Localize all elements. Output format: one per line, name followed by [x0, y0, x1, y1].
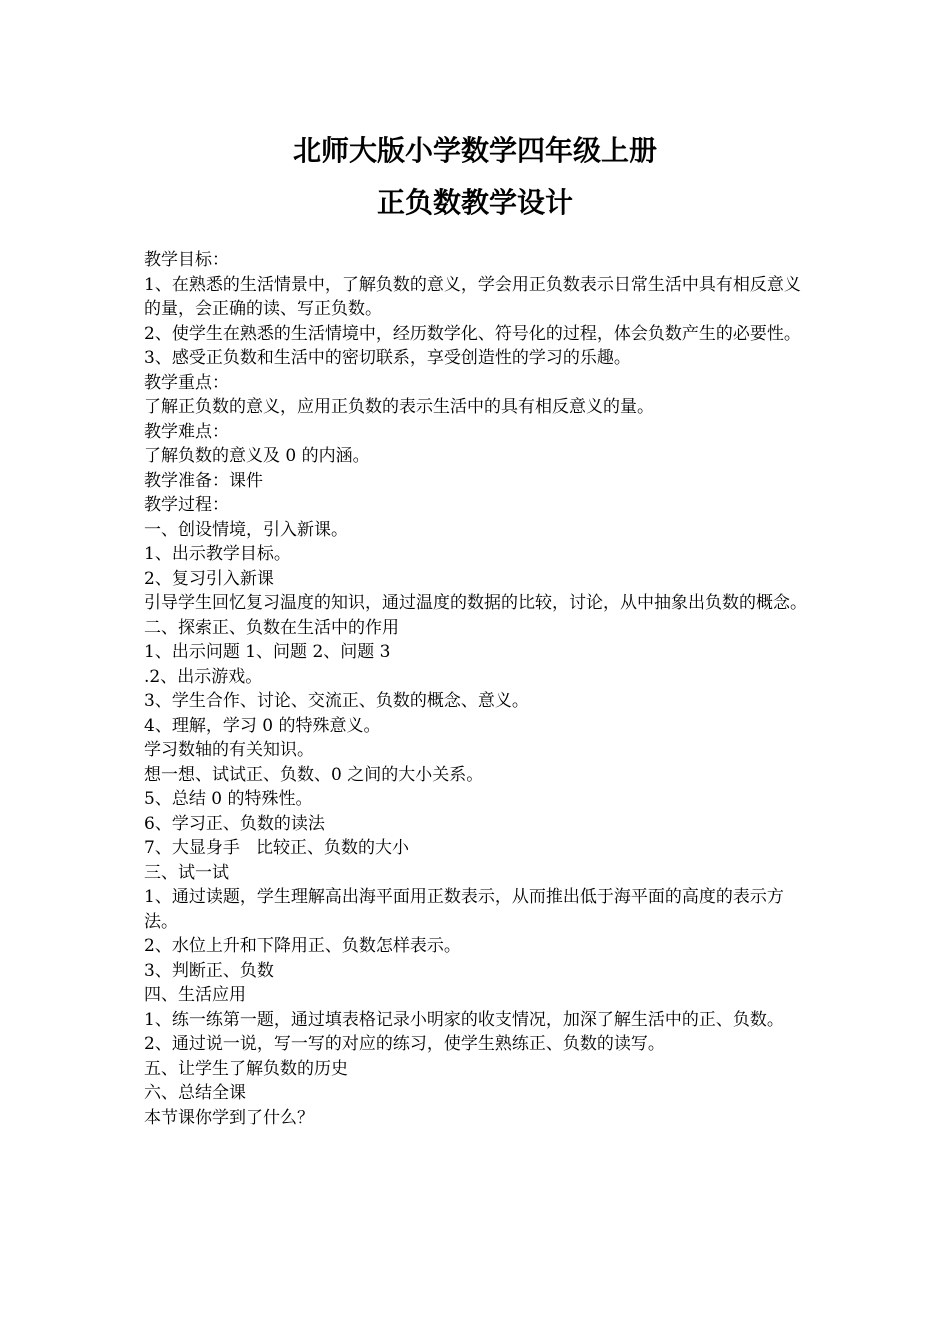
paragraph-item: 1、通过读题，学生理解高出海平面用正数表示，从而推出低于海平面的高度的表示方法。: [144, 887, 784, 932]
paragraph-goal-3: 3、感受正负数和生活中的密切联系，享受创造性的学习的乐趣。: [144, 348, 631, 368]
document-body: [144, 248, 812, 1130]
paragraph-process-heading: 教学过程：: [144, 495, 229, 515]
paragraph-goal-2: 2、使学生在熟悉的生活情境中，经历数学化、符号化的过程，体会负数产生的必要性。: [144, 323, 801, 344]
paragraph-teaching-goals-heading: 教学目标：: [144, 250, 229, 270]
paragraph-item: 4、理解，学习 0 的特殊意义。: [144, 715, 381, 736]
paragraph-section-3: 三、试一试: [144, 862, 229, 883]
paragraph-item: 引导学生回忆复习温度的知识，通过温度的数据的比较，讨论，从中抽象出负数的概念。: [144, 593, 807, 613]
paragraph-key-points: 了解正负数的意义，应用正负数的表示生活中的具有相反意义的量。: [144, 397, 654, 417]
paragraph-item: 想一想、试试正、负数、0 之间的大小关系。: [144, 764, 484, 785]
paragraph-closing-question: 本节课你学到了什么？: [144, 1107, 314, 1128]
title-block: [0, 126, 950, 228]
document-subtitle: 正负数教学设计: [376, 186, 573, 219]
paragraph-item: .2、出示游戏。: [144, 666, 263, 687]
paragraph-item: 1、练一练第一题，通过填表格记录小明家的收支情况，加深了解生活中的正、负数。: [144, 1009, 784, 1030]
paragraph-section-6: 六、总结全课: [144, 1083, 246, 1103]
paragraph-section-1: 一、创设情境，引入新课。: [144, 519, 348, 540]
paragraph-section-4: 四、生活应用: [144, 985, 246, 1005]
paragraph-item: 7、大显身手 比较正、负数的大小: [144, 838, 410, 858]
paragraph-item: 6、学习正、负数的读法: [144, 813, 325, 834]
paragraph-item: 3、判断正、负数: [144, 960, 274, 981]
paragraph-item: 2、水位上升和下降用正、负数怎样表示。: [144, 936, 461, 956]
paragraph-preparation: 教学准备：课件: [144, 470, 263, 491]
document-title: 北师大版小学数学四年级上册: [292, 134, 657, 167]
paragraph-item: 2、复习引入新课: [144, 568, 274, 589]
paragraph-section-5: 五、让学生了解负数的历史: [144, 1058, 348, 1079]
paragraph-item: 5、总结 0 的特殊性。: [144, 789, 313, 809]
paragraph-item: 学习数轴的有关知识。: [144, 740, 314, 760]
paragraph-item: 3、学生合作、讨论、交流正、负数的概念、意义。: [144, 691, 529, 711]
paragraph-item: 1、出示问题 1、问题 2、问题 3: [144, 642, 391, 662]
paragraph-section-2: 二、探索正、负数在生活中的作用: [144, 617, 399, 638]
paragraph-difficulties: 了解负数的意义及 0 的内涵。: [144, 446, 370, 466]
paragraph-key-points-heading: 教学重点：: [144, 372, 229, 393]
paragraph-item: 2、通过说一说，写一写的对应的练习，使学生熟练正、负数的读写。: [144, 1034, 665, 1054]
paragraph-difficulties-heading: 教学难点：: [144, 421, 229, 442]
paragraph-goal-1: 1、在熟悉的生活情景中，了解负数的意义，学会用正负数表示日常生活中具有相反意义的量，会正确的读、写正负数。: [144, 274, 801, 319]
paragraph-item: 1、出示教学目标。: [144, 544, 291, 564]
